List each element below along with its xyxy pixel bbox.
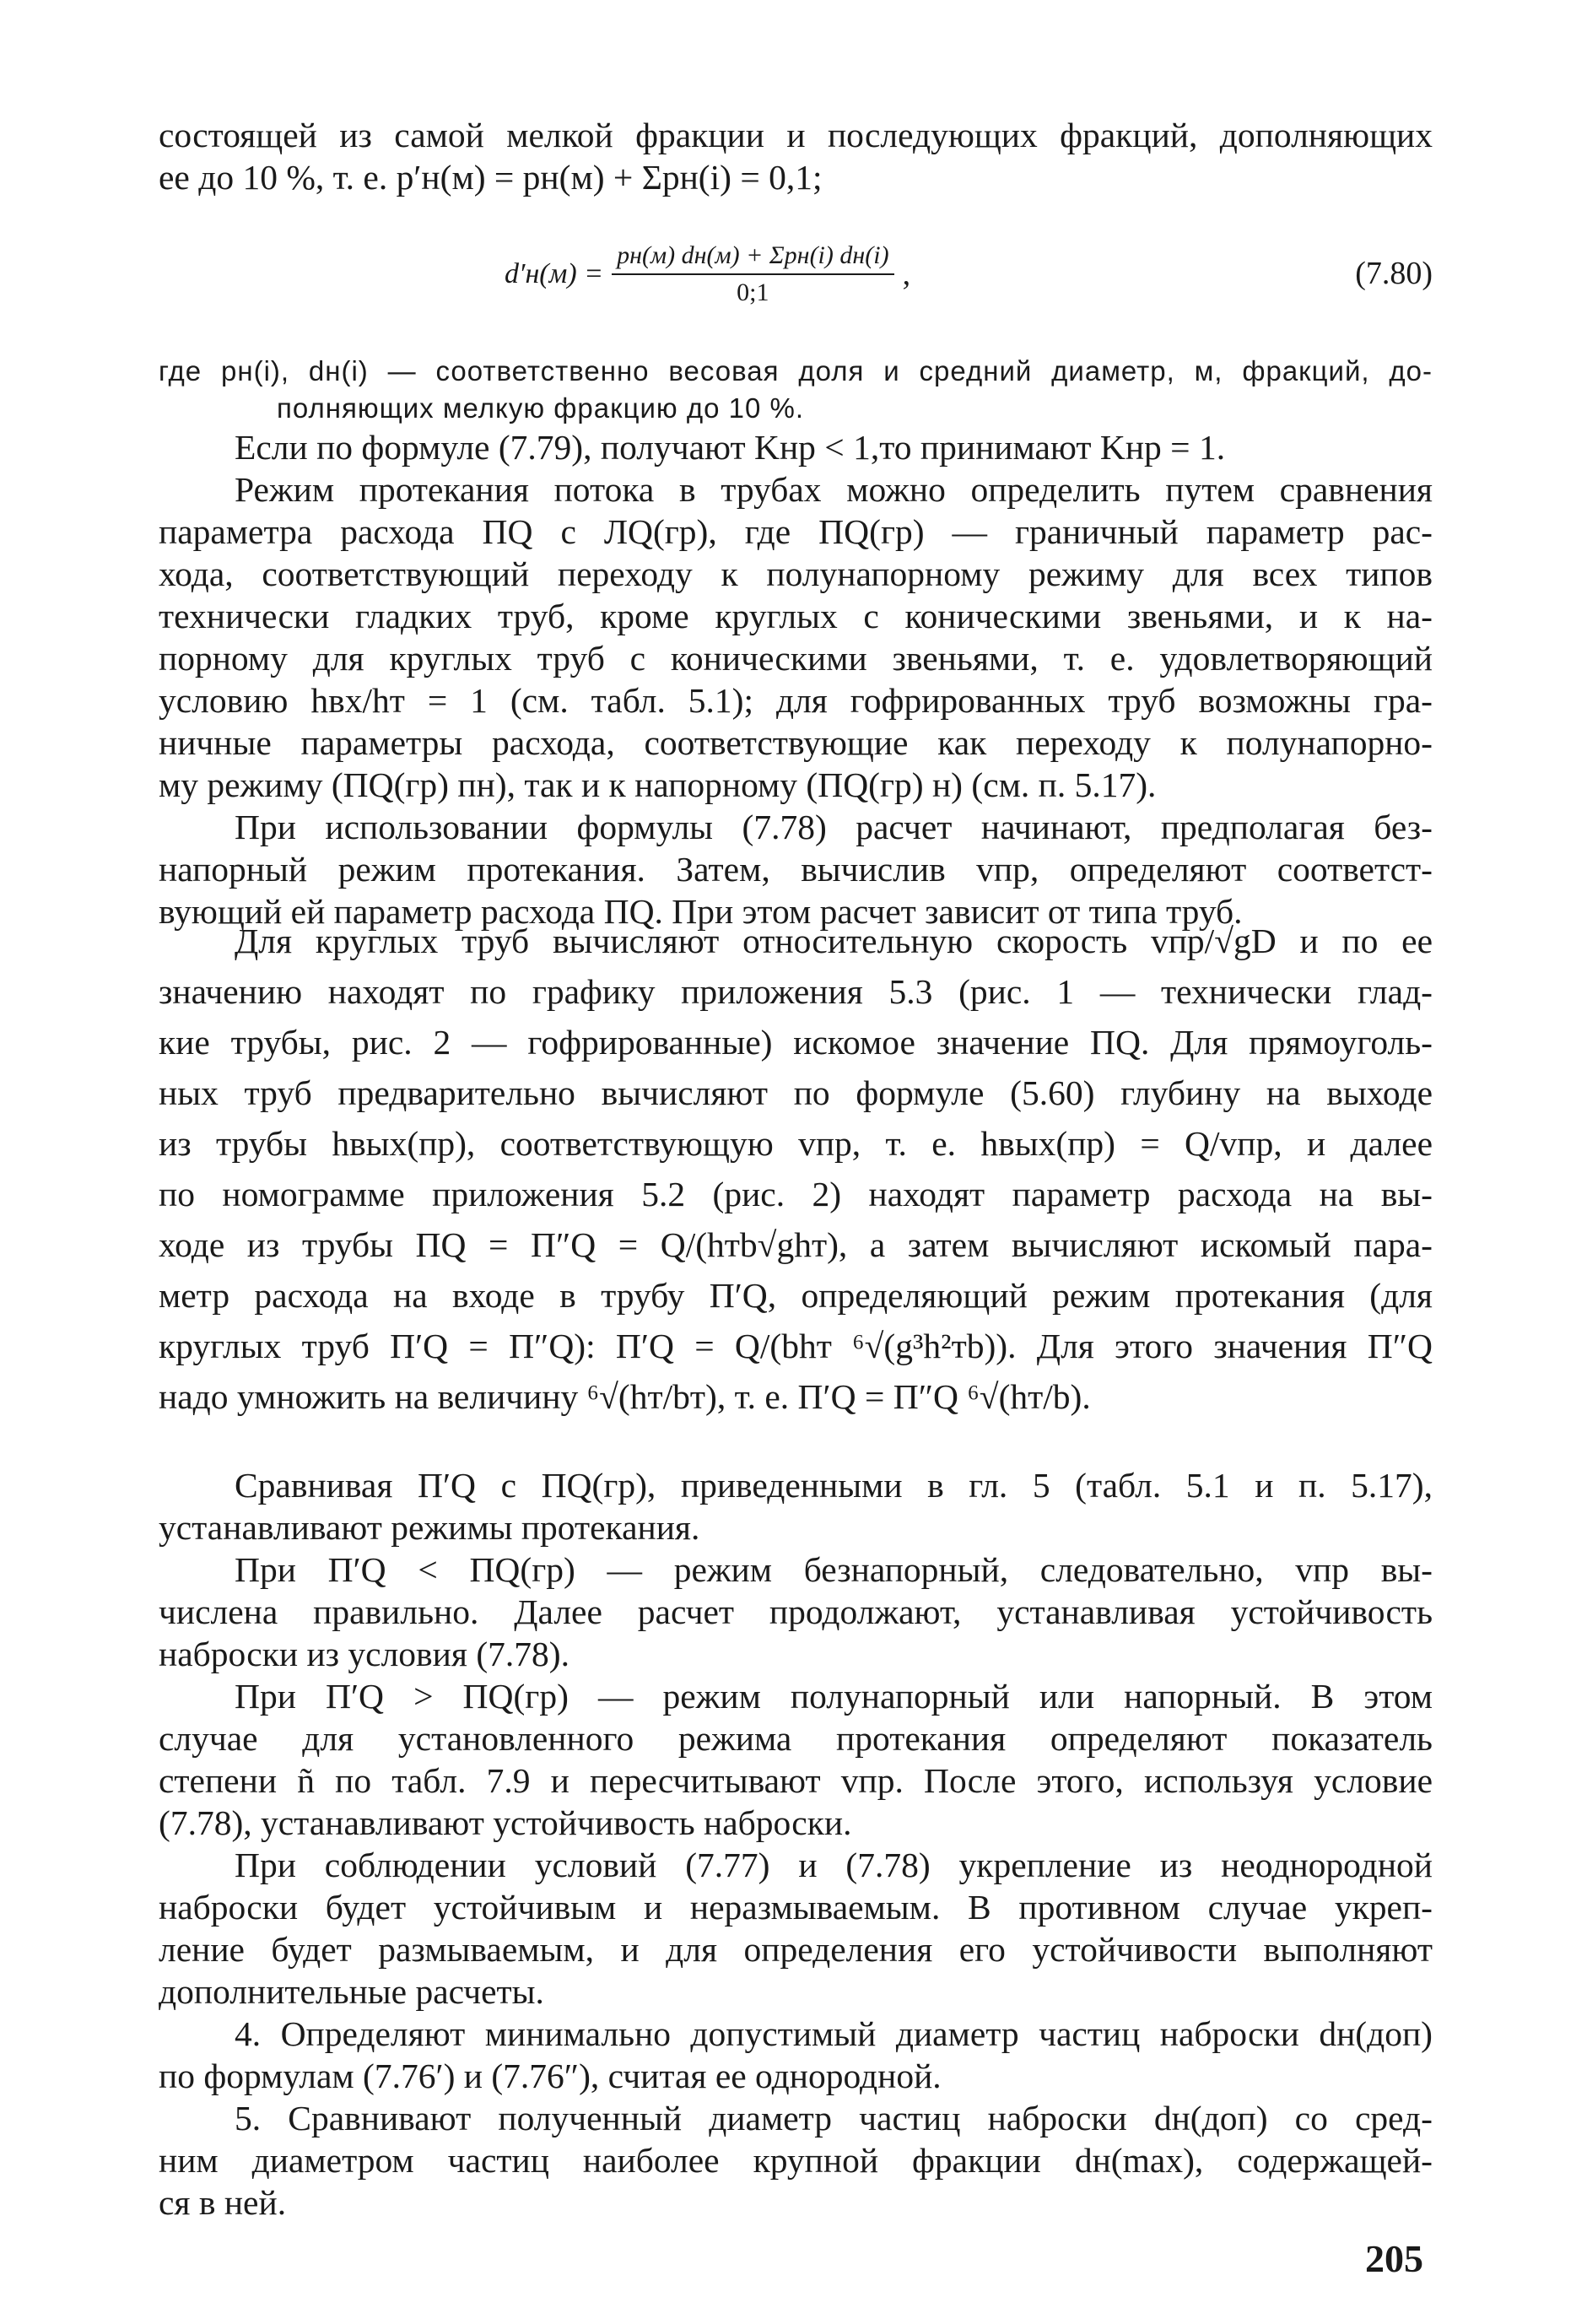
paragraph-line: При П′Q > ПQ(гр) — режим полунапорный или напорный. В этом bbox=[235, 1677, 1433, 1716]
paragraph bbox=[159, 1548, 1433, 1675]
paragraph-line: напорный режим протекания. Затем, вычислив vпр, определяют соответст- bbox=[159, 850, 1433, 889]
paragraph bbox=[159, 1675, 1433, 1844]
paragraph-line: кие трубы, рис. 2 — гофрированные) искомое значение ПQ. Для прямоуголь- bbox=[159, 1023, 1433, 1062]
formula-number: (7.80) bbox=[1355, 256, 1433, 291]
paragraph-line: При использовании формулы (7.78) расчет начинают, предполагая без- bbox=[235, 808, 1433, 846]
formula-denominator: 0;1 bbox=[737, 278, 769, 306]
paragraph-line: Для круглых труб вычисляют относительную скорость vпр/√gD и по ее bbox=[235, 921, 1433, 960]
paragraph bbox=[159, 1464, 1433, 1548]
paragraph-line: метр расхода на входе в трубу П′Q, определяющий режим протекания (для bbox=[159, 1276, 1433, 1315]
paragraph-line: степени ñ по табл. 7.9 и пересчитывают vпр. После этого, используя условие bbox=[159, 1761, 1433, 1800]
paragraph-line: круглых труб П′Q = П″Q): П′Q = Q/(bhт ⁶√(g³h²тb)). Для этого значения П″Q bbox=[159, 1327, 1433, 1365]
paragraph-line: наброски из условия (7.78). bbox=[159, 1635, 569, 1673]
intro-text bbox=[159, 114, 1433, 198]
paragraph-line: 5. Сравнивают полученный диаметр частиц наброски dн(доп) со сред- bbox=[235, 2099, 1433, 2138]
paragraph-line: ходе из трубы ПQ = П″Q = Q/(hтb√ghт), а затем вычисляют искомый пара- bbox=[159, 1225, 1433, 1264]
formula-comma: , bbox=[902, 257, 911, 292]
paragraph-line: ничные параметры расхода, соответствующие как переходу к полунапорно- bbox=[159, 723, 1433, 762]
paragraph-line: условию hвх/hт = 1 (см. табл. 5.1); для гофрированных труб возможны гра- bbox=[159, 681, 1433, 720]
paragraph-line: ление будет размываемым, и для определения его устойчивости выполняют bbox=[159, 1930, 1433, 1969]
paragraph-line: случае для установленного режима протекания определяют показатель bbox=[159, 1719, 1433, 1758]
formula-lhs: d′н(м) = bbox=[505, 258, 604, 289]
paragraph-line: параметра расхода ПQ с ЛQ(гр), где ПQ(гр) — граничный параметр рас- bbox=[159, 512, 1433, 551]
paragraph bbox=[159, 1844, 1433, 2013]
paragraph bbox=[159, 916, 1433, 1422]
paragraph-line: числена правильно. Далее расчет продолжают, устанавливая устойчивость bbox=[159, 1592, 1433, 1631]
paragraph-line: вующий ей параметр расхода ПQ. При этом расчет зависит от типа труб. bbox=[159, 892, 1243, 931]
page-number: 205 bbox=[1365, 2237, 1423, 2280]
paragraph-line: му режиму (ПQ(гр) пн), так и к напорному (ПQ(гр) н) (см. п. 5.17). bbox=[159, 765, 1157, 804]
paragraph bbox=[159, 2013, 1433, 2097]
paragraph-line: ним диаметром частиц наиболее крупной фракции dн(max), содержащей- bbox=[159, 2141, 1433, 2180]
paragraph-line: устанавливают режимы протекания. bbox=[159, 1508, 700, 1547]
paragraph-line: из трубы hвых(пр), соответствующую vпр, т. е. hвых(пр) = Q/vпр, и далее bbox=[159, 1124, 1433, 1163]
paragraph-line: порному для круглых труб с коническими звеньями, т. е. удовлетворяющий bbox=[159, 639, 1433, 678]
paragraph-line: дополнительные расчеты. bbox=[159, 1972, 544, 2011]
paragraph-line: Сравнивая П′Q с ПQ(гр), приведенными в гл. 5 (табл. 5.1 и п. 5.17), bbox=[235, 1466, 1433, 1505]
paragraph-line: по номограмме приложения 5.2 (рис. 2) находят параметр расхода на вы- bbox=[159, 1175, 1433, 1213]
paragraph-line: ных труб предварительно вычисляют по формуле (5.60) глубину на выходе bbox=[159, 1073, 1433, 1112]
paragraph-line: При П′Q < ПQ(гр) — режим безнапорный, следовательно, vпр вы- bbox=[235, 1550, 1433, 1589]
formula-7-80 bbox=[159, 226, 1433, 319]
paragraph-line: 4. Определяют минимально допустимый диаметр частиц наброски dн(доп) bbox=[235, 2014, 1433, 2053]
note-line-2: полняющих мелкую фракцию до 10 %. bbox=[277, 392, 804, 424]
note-where bbox=[159, 353, 1433, 427]
paragraph-line: Режим протекания потока в трубах можно определить путем сравнения bbox=[235, 470, 1433, 509]
paragraph-line: значению находят по графику приложения 5.3 (рис. 1 — технически глад- bbox=[159, 972, 1433, 1011]
paragraph-line: наброски будет устойчивым и неразмываемым. В противном случае укреп- bbox=[159, 1888, 1433, 1927]
intro-line-1: состоящей из самой мелкой фракции и последующих фракций, дополняющих bbox=[159, 116, 1433, 154]
paragraph bbox=[159, 426, 1433, 468]
paragraph-line: ся в ней. bbox=[159, 2183, 287, 2222]
formula-fraction bbox=[612, 241, 894, 307]
intro-line-2: ее до 10 %, т. е. p′н(м) = pн(м) + Σpн(i) = 0,1; bbox=[159, 158, 823, 197]
paragraph bbox=[159, 806, 1433, 932]
paragraph-line: При соблюдении условий (7.77) и (7.78) укрепление из неоднородной bbox=[235, 1846, 1433, 1884]
paragraph-line: по формулам (7.76′) и (7.76″), считая ее однородной. bbox=[159, 2056, 942, 2095]
paragraph bbox=[159, 2097, 1433, 2224]
paragraph-line: Если по формуле (7.79), получают Kнр < 1,то принимают Kнр = 1. bbox=[235, 428, 1226, 467]
paragraph bbox=[159, 468, 1433, 806]
note-line-1: где pн(i), dн(i) — соответственно весовая доля и средний диаметр, м, фракций, до- bbox=[159, 355, 1433, 386]
paragraph-line: надо умножить на величину ⁶√(hт/bт), т. е. П′Q = П″Q ⁶√(hт/b). bbox=[159, 1377, 1091, 1416]
paragraph-line: хода, соответствующий переходу к полунапорному режиму для всех типов bbox=[159, 554, 1433, 593]
paragraph-line: технически гладких труб, кроме круглых с коническими звеньями, и к на- bbox=[159, 597, 1433, 635]
formula-numerator: pн(м) dн(м) + Σpн(i) dн(i) bbox=[612, 241, 894, 275]
paragraph-line: (7.78), устанавливают устойчивость наброски. bbox=[159, 1803, 852, 1842]
